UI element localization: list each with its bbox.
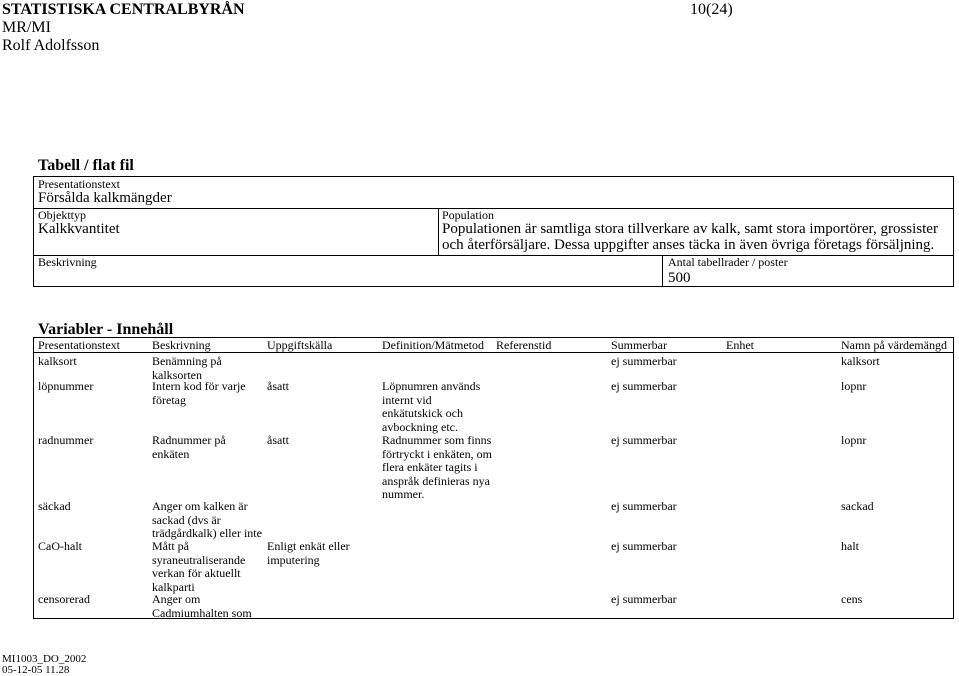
table-cell-source: Enligt enkät eller (267, 539, 350, 553)
antal-value: 500 (668, 270, 691, 286)
table-cell-summable: ej summerbar (611, 539, 677, 553)
table-cell-description: kalkparti (152, 579, 195, 594)
document-date: 05-12-05 11.28 (2, 664, 70, 676)
table-cell-description: Anger om kalken är (152, 499, 248, 513)
table-cell-summable: ej summerbar (611, 379, 677, 393)
variables-table (33, 337, 954, 619)
population-label: Population (442, 208, 495, 222)
table-cell-definition: nummer. (382, 487, 425, 501)
table-cell-summable: ej summerbar (611, 592, 677, 606)
table-cell-valueset: sackad (841, 499, 874, 513)
table-cell-description: företag (152, 392, 186, 407)
table-cell-valueset: halt (841, 539, 859, 553)
table-cell-description: Radnummer på (152, 433, 226, 447)
organization-name: STATISTISKA CENTRALBYRÅN (2, 1, 245, 18)
column-header-name: Presentationstext (38, 338, 120, 352)
presentationstext-label: Presentationstext (38, 177, 120, 191)
table-cell-definition: avbockning etc. (382, 419, 458, 434)
table-cell-summable: ej summerbar (611, 499, 677, 513)
table-section-title: Tabell / flat fil (38, 157, 134, 174)
page-number: 10(24) (690, 1, 733, 18)
variables-section-title: Variabler - Innehåll (38, 321, 174, 338)
document-id: MI1003_DO_2002 (2, 653, 87, 665)
table-cell-description: kalksorten (152, 367, 202, 382)
population-text-line1: Populationen är samtliga stora tillverkare av kalk, samt stora importörer, grossister (442, 221, 938, 237)
divider (438, 208, 439, 255)
column-header-reference-time: Referenstid (496, 338, 552, 352)
divider (34, 255, 953, 256)
table-cell-definition: anspråk definieras nya (382, 473, 490, 488)
table-cell-description: Mått på (152, 539, 189, 553)
table-cell-description: verkan för aktuellt (152, 566, 241, 580)
table-cell-definition: Radnummer som finns (382, 433, 492, 447)
table-cell-name: CaO-halt (38, 539, 82, 553)
table-cell-source: åsatt (267, 379, 289, 393)
table-cell-name: löpnummer (38, 379, 94, 393)
antal-label: Antal tabellrader / poster (668, 255, 788, 269)
table-cell-definition: enkätutskick och (382, 406, 463, 420)
table-cell-summable: ej summerbar (611, 354, 677, 368)
column-header-unit: Enhet (726, 338, 754, 352)
table-cell-name: kalksort (38, 354, 77, 368)
table-cell-definition: internt vid (382, 392, 432, 407)
table-cell-valueset: lopnr (841, 379, 867, 393)
table-cell-summable: ej summerbar (611, 433, 677, 447)
column-header-valueset: Namn på värdemängd (841, 338, 947, 352)
table-cell-description: syraneutraliserande (152, 552, 246, 567)
table-cell-valueset: kalksort (841, 354, 880, 368)
column-header-definition: Definition/Mätmetod (382, 338, 484, 352)
column-header-summable: Summerbar (611, 338, 667, 352)
population-text-line2: och återförsäljare. Dessa uppgifter anses täcka in även övriga företags försäljning. (442, 237, 935, 253)
table-cell-source: imputering (267, 552, 320, 567)
table-cell-valueset: lopnr (841, 433, 867, 447)
column-header-source: Uppgiftskälla (267, 338, 333, 352)
table-cell-valueset: cens (841, 592, 863, 606)
column-header-description: Beskrivning (152, 338, 211, 352)
objekttyp-value: Kalkkvantitet (38, 221, 120, 237)
divider (662, 255, 663, 287)
author-name: Rolf Adolfsson (2, 37, 100, 54)
unit-code: MR/MI (2, 19, 51, 36)
table-cell-name: säckad (38, 499, 71, 513)
table-cell-definition: förtryckt i enkäten, om (382, 446, 492, 461)
table-cell-description: Intern kod för varje (152, 379, 246, 393)
table-cell-description: sackad (dvs är (152, 512, 221, 527)
table-cell-description: Anger om (152, 592, 201, 606)
presentationstext-value: Försålda kalkmängder (38, 190, 172, 206)
table-cell-definition: flera enkäter tagits i (382, 460, 478, 474)
beskrivning-label: Beskrivning (38, 255, 97, 269)
table-cell-name: radnummer (38, 433, 94, 447)
table-cell-source: åsatt (267, 433, 289, 447)
table-cell-description: enkäten (152, 446, 190, 461)
table-info-box (33, 176, 954, 287)
table-cell-description: Benämning på (152, 354, 222, 368)
table-cell-definition: Löpnumren används (382, 379, 481, 393)
table-cell-description: Cadmiumhalten som (152, 605, 252, 620)
table-cell-description: trädgårdkalk) eller inte (152, 526, 262, 540)
table-cell-name: censorerad (38, 592, 90, 606)
objekttyp-label: Objekttyp (38, 208, 86, 222)
